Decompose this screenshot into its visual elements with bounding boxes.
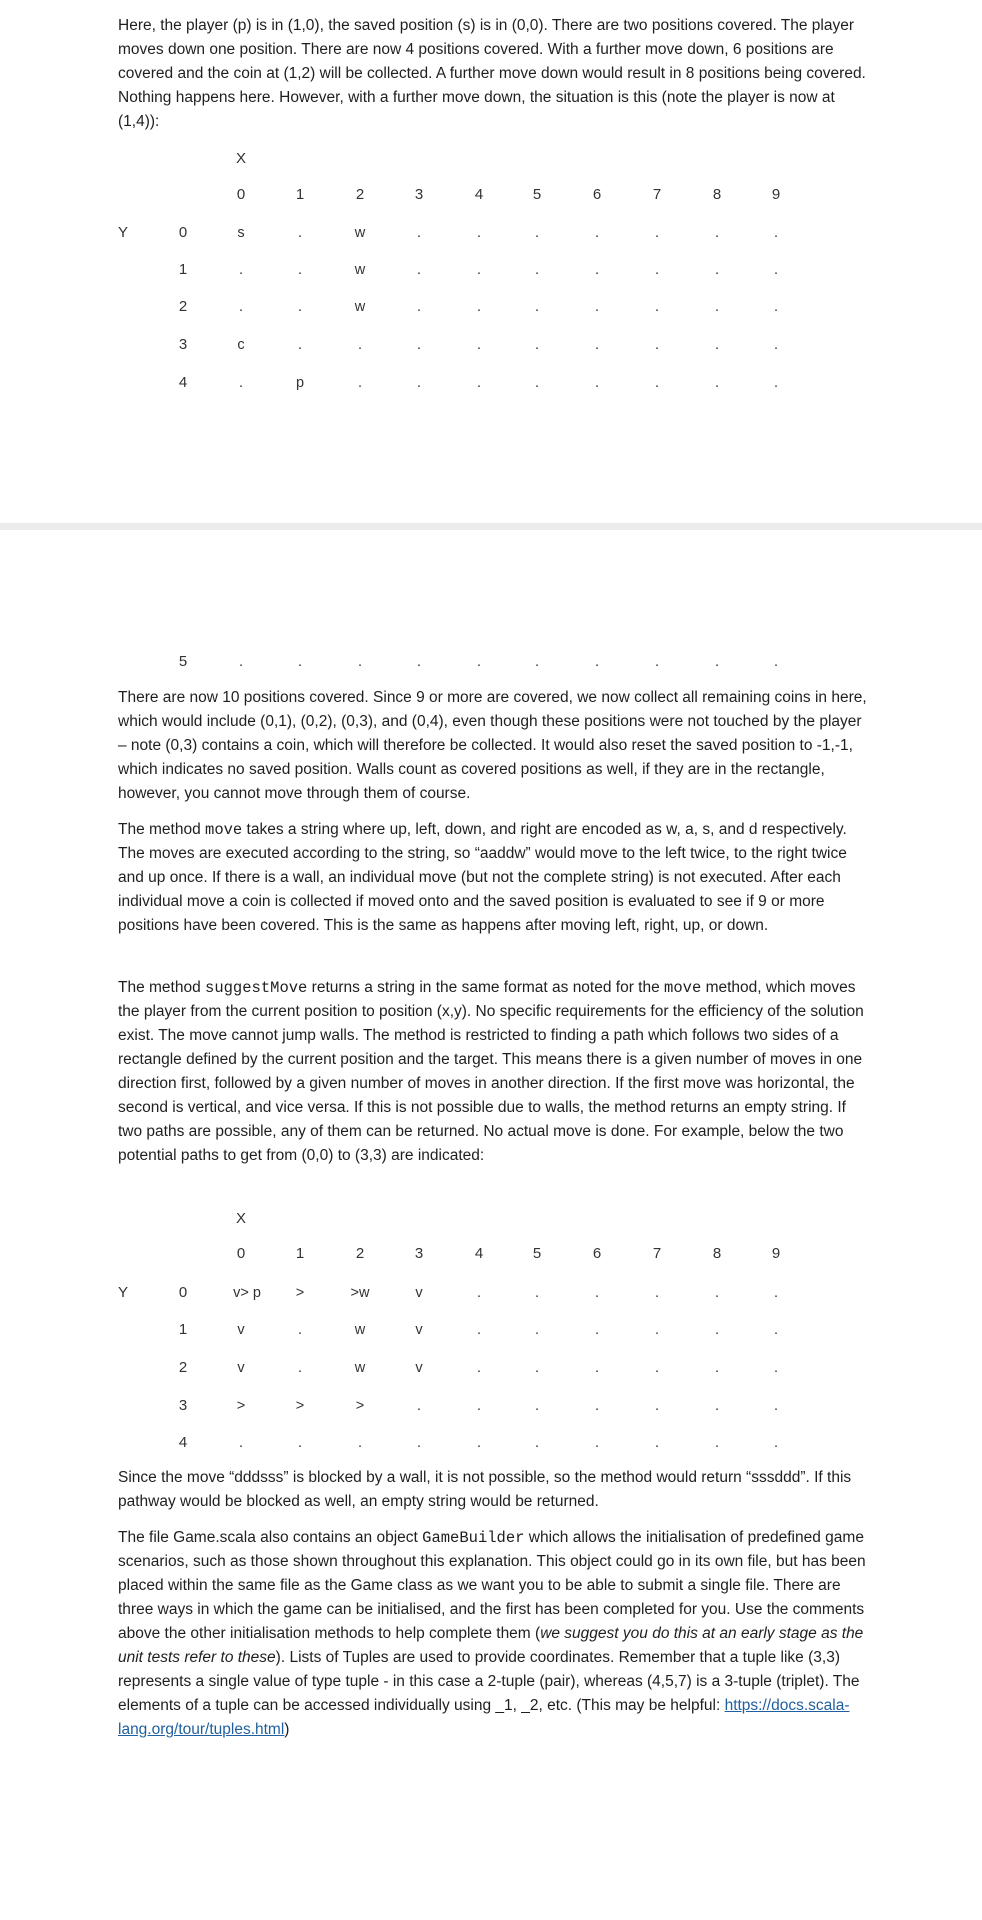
grid-cell: . xyxy=(476,375,482,391)
grid-cell: . xyxy=(357,337,363,353)
column-header: 4 xyxy=(474,1245,484,1262)
grid-cell: . xyxy=(773,375,779,391)
column-header: 7 xyxy=(652,1245,662,1262)
grid-cell: v xyxy=(237,1322,245,1338)
grid-cell: . xyxy=(594,654,600,670)
grid-cell: . xyxy=(534,262,540,278)
x-axis-label: X xyxy=(235,150,247,167)
grid-cell: . xyxy=(238,262,244,278)
column-header: 3 xyxy=(414,1245,424,1262)
grid-cell: . xyxy=(357,1435,363,1451)
grid-cell: . xyxy=(594,299,600,315)
grid-cell: . xyxy=(476,337,482,353)
grid-cell: . xyxy=(476,1398,482,1414)
grid-cell: . xyxy=(476,262,482,278)
grid-cell: . xyxy=(594,1285,600,1301)
text: takes a string where up, left, down, and right are encoded as w, a, s, and d respectively. The moves are executed according to the string, so “aaddw” would move to the left twice, to the right twice and up once. If there is a wall, an individual move (but not the complete string) is not executed. After each individual move a coin is collected if moved onto and the saved position is evaluated to see if 9 or more positions have been covered. This is the same as happens after moving left, right, up, or down. xyxy=(118,821,847,934)
grid-cell: . xyxy=(416,337,422,353)
grid-cell: . xyxy=(773,225,779,241)
grid-cell: . xyxy=(534,654,540,670)
grid-cell: . xyxy=(534,225,540,241)
row-header: 4 xyxy=(178,1434,188,1451)
text: returns a string in the same format as noted for the xyxy=(307,979,665,996)
grid-cell: v> p xyxy=(233,1285,261,1301)
grid-cell: . xyxy=(654,262,660,278)
grid-cell: . xyxy=(594,1360,600,1376)
grid-cell: . xyxy=(594,262,600,278)
grid-cell: . xyxy=(297,299,303,315)
grid-cell: . xyxy=(534,1322,540,1338)
grid-cell: . xyxy=(238,299,244,315)
grid-cell: . xyxy=(476,1360,482,1376)
grid-cell: . xyxy=(416,1435,422,1451)
row-header: 1 xyxy=(178,1321,188,1338)
grid-cell: . xyxy=(714,262,720,278)
column-header: 0 xyxy=(236,1245,246,1262)
text: ) xyxy=(284,1721,290,1738)
text: method, which moves the player from the current position to position (x,y). No specific requirements for the efficiency of the solution exist. The move cannot jump walls. The method is restricted to finding a path which follows two sides of a rectangle defined by the current position and the target. This means there is a given number of moves in one direction first, followed by a given number of moves in another direction. If the first move was horizontal, the second is vertical, and vice versa. If this is not possible due to walls, the method returns an empty string. If two paths are possible, any of them can be returned. No actual move is done. For example, below the two potential paths to get from (0,0) to (3,3) are indicated: xyxy=(118,979,864,1164)
grid-cell: . xyxy=(773,1435,779,1451)
column-header: 1 xyxy=(295,186,305,203)
grid-cell: . xyxy=(534,1398,540,1414)
emphasis: we suggest you do this at an early stage as the unit tests refer to these xyxy=(118,1625,864,1666)
text: The file Game.scala also contains an object xyxy=(118,1529,423,1546)
grid-cell: w xyxy=(354,299,366,315)
y-axis-label: Y xyxy=(117,224,129,241)
grid-cell: . xyxy=(416,225,422,241)
grid-cell: w xyxy=(354,225,366,241)
paragraph-intro: Here, the player (p) is in (1,0), the saved position (s) is in (0,0). There are two positions covered. The player moves down one position. There are now 4 positions covered. With a further move down, 6 positions are covered and the coin at (1,2) will be collected. A further move down would result in 8 positions being covered. Nothing happens here. However, with a further move down, the situation is this (note the player is now at (1,4)): xyxy=(118,17,866,130)
grid-cell: v xyxy=(415,1285,423,1301)
grid-cell: . xyxy=(297,225,303,241)
grid-cell: . xyxy=(773,654,779,670)
grid-cell: . xyxy=(714,1360,720,1376)
grid-cell: . xyxy=(534,1435,540,1451)
grid-cell: . xyxy=(654,225,660,241)
grid-cell: . xyxy=(416,375,422,391)
grid-cell: . xyxy=(594,1398,600,1414)
grid-cell: . xyxy=(654,1285,660,1301)
row-header: 3 xyxy=(178,336,188,353)
grid-cell: . xyxy=(534,299,540,315)
row-header: 4 xyxy=(178,374,188,391)
grid-cell: . xyxy=(654,299,660,315)
grid-cell: . xyxy=(654,1322,660,1338)
text: ). Lists of Tuples are used to provide coordinates. Remember that a tuple like (3,3) represents a single value of type tuple - in this case a 2-tuple (pair), whereas (4,5,7) is a 3-tuple (triplet). The elements of a tuple can be accessed individually using _1, _2, etc. (This may be helpful: xyxy=(118,1649,860,1714)
grid-cell: . xyxy=(476,1285,482,1301)
code-suggest-move: suggestMove xyxy=(205,979,308,997)
row-header: 0 xyxy=(178,1284,188,1301)
grid-cell: . xyxy=(238,1435,244,1451)
grid-cell: . xyxy=(654,1398,660,1414)
paragraph-move-method xyxy=(118,818,870,938)
column-header: 4 xyxy=(474,186,484,203)
grid-cell: w xyxy=(354,262,366,278)
grid-cell: . xyxy=(297,262,303,278)
grid-cell: . xyxy=(714,299,720,315)
grid-cell: . xyxy=(594,337,600,353)
column-header: 6 xyxy=(592,186,602,203)
grid-cell: . xyxy=(416,299,422,315)
grid-cell: . xyxy=(714,1398,720,1414)
grid-cell: . xyxy=(773,1398,779,1414)
text: which allows the initialisation of predefined game scenarios, such as those shown throughout this explanation. This object could go in its own file, but has been placed within the same file as the Game class as we want you to be able to submit a single file. There are three ways in which the game can be initialised, and the first has been completed for you. Use the comments above the other initialisation methods to help complete them ( xyxy=(118,1529,866,1642)
row-header: 2 xyxy=(178,1359,188,1376)
column-header: 2 xyxy=(355,186,365,203)
row-header: 5 xyxy=(178,653,188,670)
x-axis-label: X xyxy=(235,1210,247,1227)
grid-cell: . xyxy=(416,262,422,278)
grid-cell: . xyxy=(476,654,482,670)
row-header: 0 xyxy=(178,224,188,241)
grid-cell: . xyxy=(416,1398,422,1414)
grid-cell: v xyxy=(415,1360,423,1376)
grid-cell: . xyxy=(654,654,660,670)
grid-cell: . xyxy=(297,1435,303,1451)
column-header: 6 xyxy=(592,1245,602,1262)
grid-cell: > xyxy=(295,1285,305,1301)
grid-cell: > xyxy=(355,1398,365,1414)
paragraph-suggest-move xyxy=(118,976,870,1168)
grid-cell: . xyxy=(357,654,363,670)
row-header: 3 xyxy=(178,1397,188,1414)
grid-cell: v xyxy=(415,1322,423,1338)
column-header: 5 xyxy=(532,186,542,203)
code-game-builder: GameBuilder xyxy=(422,1529,525,1547)
grid-cell: . xyxy=(297,654,303,670)
tuples-link[interactable]: https://docs.scala-lang.org/tour/tuples.html xyxy=(118,1697,850,1738)
column-header: 5 xyxy=(532,1245,542,1262)
grid-cell: . xyxy=(238,375,244,391)
row-header: 1 xyxy=(178,261,188,278)
grid-cell: s xyxy=(237,225,245,241)
grid-cell: . xyxy=(714,654,720,670)
paragraph-game-builder xyxy=(118,1526,870,1742)
column-header: 8 xyxy=(712,186,722,203)
grid-cell: . xyxy=(594,375,600,391)
grid-cell: . xyxy=(534,375,540,391)
column-header: 9 xyxy=(771,1245,781,1262)
column-header: 3 xyxy=(414,186,424,203)
grid-cell: . xyxy=(773,299,779,315)
grid-cell: . xyxy=(654,337,660,353)
text: The method xyxy=(118,821,206,838)
grid-cell: . xyxy=(297,1322,303,1338)
grid-cell: . xyxy=(594,1322,600,1338)
grid-cell: . xyxy=(534,1285,540,1301)
grid-cell: . xyxy=(714,1285,720,1301)
grid-cell: . xyxy=(654,375,660,391)
grid-cell: c xyxy=(237,337,245,353)
grid-cell: w xyxy=(354,1360,366,1376)
grid-cell: > xyxy=(236,1398,246,1414)
grid-cell: . xyxy=(534,337,540,353)
grid-cell: . xyxy=(714,225,720,241)
grid-cell: v xyxy=(237,1360,245,1376)
grid-cell: > xyxy=(295,1398,305,1414)
grid-cell: . xyxy=(534,1360,540,1376)
text: The method xyxy=(118,979,206,996)
y-axis-label: Y xyxy=(117,1284,129,1301)
grid-cell: . xyxy=(357,375,363,391)
grid-cell: p xyxy=(295,375,305,391)
paragraph-coverage: There are now 10 positions covered. Since 9 or more are covered, we now collect all remaining coins in here, which would include (0,1), (0,2), (0,3), and (0,4), even though these positions were not touched by the player – note (0,3) contains a coin, which will therefore be collected. It would also reset the saved position to -1,-1, which indicates no saved position. Walls count as covered positions as well, if they are in the rectangle, however, you cannot move through them of course. xyxy=(118,689,867,802)
grid-cell: . xyxy=(476,225,482,241)
code-move: move xyxy=(205,821,243,839)
grid-cell: . xyxy=(773,337,779,353)
grid-cell: . xyxy=(773,262,779,278)
paragraph-blocked: Since the move “dddsss” is blocked by a wall, it is not possible, so the method would return “sssddd”. If this pathway would be blocked as well, an empty string would be returned. xyxy=(118,1469,852,1510)
column-header: 0 xyxy=(236,186,246,203)
grid-cell: . xyxy=(594,1435,600,1451)
grid-cell: . xyxy=(297,1360,303,1376)
column-header: 7 xyxy=(652,186,662,203)
column-header: 8 xyxy=(712,1245,722,1262)
page-break xyxy=(0,523,982,530)
grid-cell: . xyxy=(714,1435,720,1451)
grid-cell: . xyxy=(773,1360,779,1376)
column-header: 1 xyxy=(295,1245,305,1262)
code-move: move xyxy=(664,979,702,997)
grid-cell: . xyxy=(714,1322,720,1338)
grid-cell: . xyxy=(476,1435,482,1451)
grid-cell: . xyxy=(654,1435,660,1451)
grid-cell: . xyxy=(416,654,422,670)
grid-cell: . xyxy=(773,1322,779,1338)
row-header: 2 xyxy=(178,298,188,315)
grid-cell: . xyxy=(476,299,482,315)
grid-cell: >w xyxy=(350,1285,370,1301)
column-header: 9 xyxy=(771,186,781,203)
grid-cell: . xyxy=(714,337,720,353)
grid-cell: . xyxy=(654,1360,660,1376)
grid-cell: . xyxy=(476,1322,482,1338)
column-header: 2 xyxy=(355,1245,365,1262)
grid-cell: . xyxy=(594,225,600,241)
grid-cell: . xyxy=(297,337,303,353)
grid-cell: . xyxy=(773,1285,779,1301)
grid-cell: w xyxy=(354,1322,366,1338)
grid-cell: . xyxy=(714,375,720,391)
grid-cell: . xyxy=(238,654,244,670)
